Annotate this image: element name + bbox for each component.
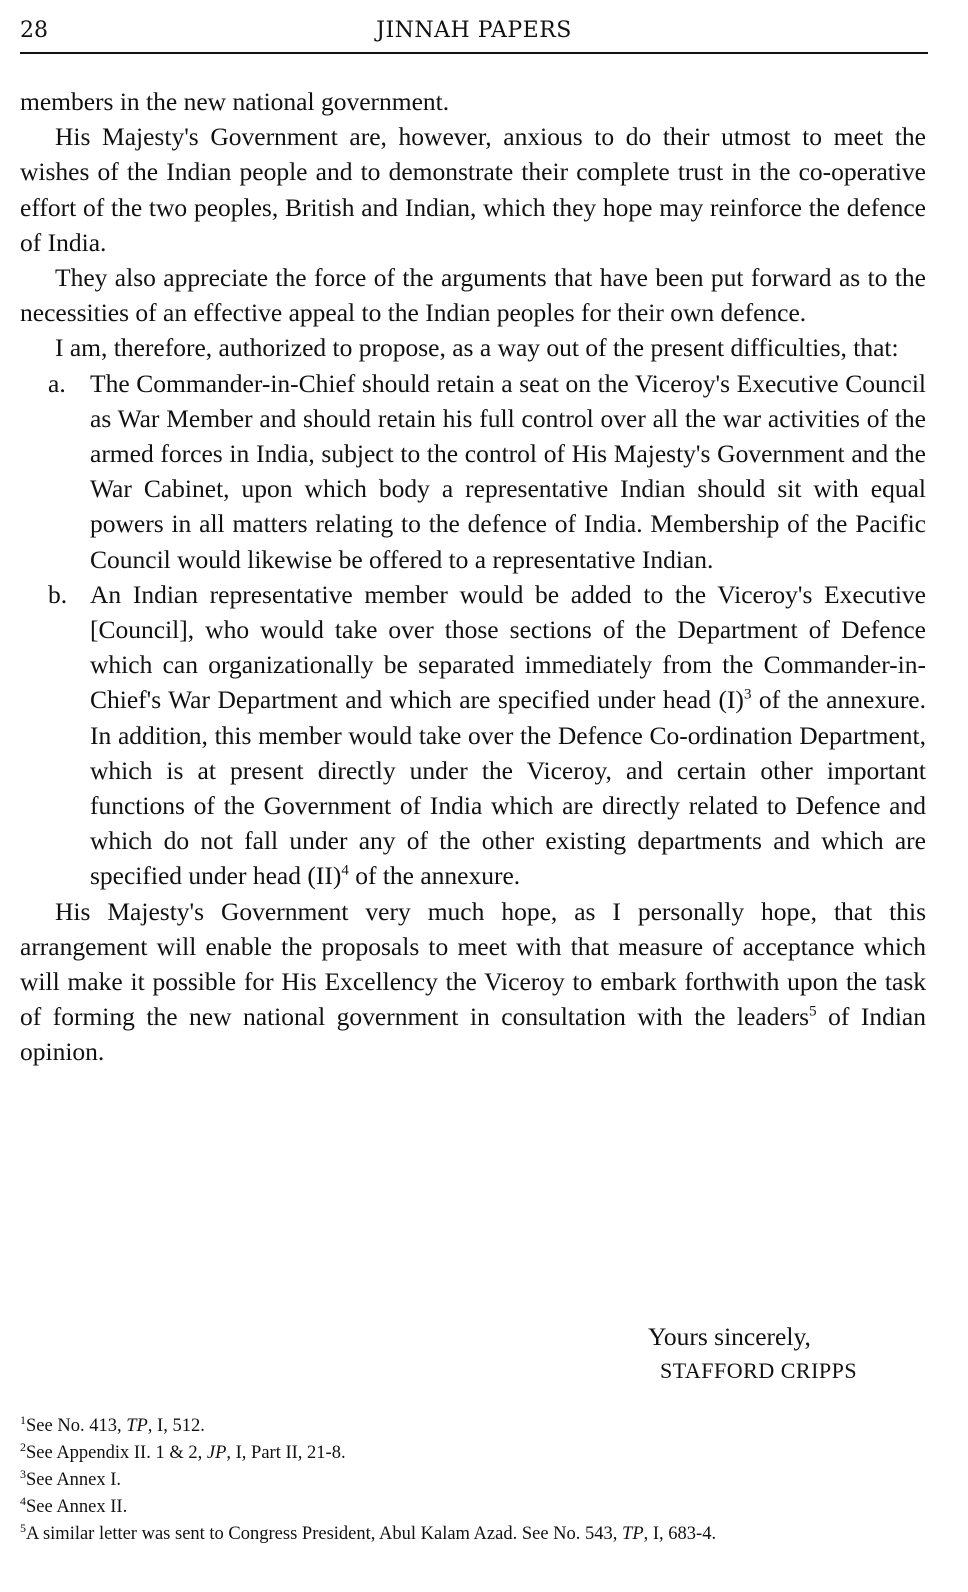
page-header <box>20 18 928 48</box>
footnote-text-end: , I, 683-4. <box>643 1524 717 1544</box>
list-item-b-part1: An Indian representative member would be added to the Viceroy's Executive [Council], who would take over those sections of the Department of Defence which can organizationally be separated immediately from the Commander-in-Chief's War Department and which are specified under head (I) <box>90 579 926 715</box>
paragraph-2: His Majesty's Government are, however, anxious to do their utmost to meet the wishes of the Indian people and to demonstrate their complete trust in the co-operative effort of the two peoples, British and Indian, which they hope may reinforce the defence of India. <box>20 122 926 257</box>
list-item-b-label: b. <box>48 579 68 609</box>
page-number: 28 <box>20 18 48 43</box>
list-item-b-part3: of the annexure. <box>348 861 521 891</box>
paragraph-5 <box>20 894 926 1070</box>
footnote-text: See No. 413, <box>26 1416 127 1436</box>
footnote-italic: TP <box>622 1524 644 1544</box>
paragraph-4: I am, therefore, authorized to propose, as a way out of the present difficulties, that: <box>55 333 899 363</box>
footnote <box>20 1521 940 1548</box>
footnote-ref-5: 5 <box>809 1003 817 1020</box>
header-rule <box>20 52 928 54</box>
paragraph-3: They also appreciate the force of the arguments that have been put forward as to the necessities of an effective appeal to the Indian peoples for their own defence. <box>20 263 926 328</box>
paragraph-5-part1: His Majesty's Government very much hope, as I personally hope, that this arrangement will enable the proposals to meet with that measure of acceptance which will make it possible for His Excellency the Viceroy to embark forthwith upon the task of forming the new national government in consultation with the leaders <box>20 896 926 1032</box>
footnote-number: 2 <box>20 1439 26 1454</box>
footnote-number: 4 <box>20 1493 26 1508</box>
footnote <box>20 1494 940 1521</box>
list-item-a <box>20 366 926 577</box>
footnote-italic: JP <box>206 1443 227 1463</box>
letter-body <box>20 84 926 1070</box>
footnote-number: 3 <box>20 1466 26 1481</box>
footnote-text: See Annex II. <box>26 1497 128 1517</box>
list-item-b-text <box>90 577 926 894</box>
signature: STAFFORD CRIPPS <box>660 1358 858 1383</box>
footnote-text: A similar letter was sent to Congress President, Abul Kalam Azad. See No. 543, <box>26 1524 623 1544</box>
paragraph-5-part2: of Indian opinion. <box>20 1002 926 1067</box>
footnote-ref-4: 4 <box>341 862 349 879</box>
list-item-b <box>20 577 926 894</box>
footnote-text: See Annex I. <box>26 1470 122 1490</box>
list-item-a-label: a. <box>48 368 66 398</box>
list-item-b-part2: of the annexure. In addition, this member would take over the Defence Co-ordination Department, which is at present directly under the Viceroy, and certain other important functions of the Government of India which are directly related to Defence and which do not fall under any of the other existing departments and which are specified under head (II) <box>90 685 927 891</box>
paragraph-1: members in the new national government. <box>20 87 450 116</box>
footnote-ref-3: 3 <box>743 686 752 703</box>
footnote-number: 1 <box>20 1412 26 1427</box>
footnote-text-end: , I, 512. <box>147 1416 205 1436</box>
footnotes <box>20 1413 940 1548</box>
closing-salutation: Yours sincerely, <box>648 1322 811 1351</box>
footnote-number: 5 <box>20 1520 26 1535</box>
footnote <box>20 1467 940 1494</box>
footnote-text: See Appendix II. 1 & 2, <box>26 1443 207 1463</box>
footnote <box>20 1440 940 1467</box>
footnote-italic: TP <box>126 1416 148 1436</box>
footnote-text-end: , I, Part II, 21-8. <box>226 1443 346 1463</box>
list-item-a-text: The Commander-in-Chief should retain a seat on the Viceroy's Executive Council as War Member and should retain his full control over all the war activities of the armed forces in India, subject to the control of His Majesty's Government and the War Cabinet, upon which body a representative Indian should sit with equal powers in all matters relating to the defence of India. Membership of the Pacific Council would likewise be offered to a representative Indian. <box>90 368 926 574</box>
footnote <box>20 1413 940 1440</box>
running-head: JINNAH PAPERS <box>376 18 572 43</box>
